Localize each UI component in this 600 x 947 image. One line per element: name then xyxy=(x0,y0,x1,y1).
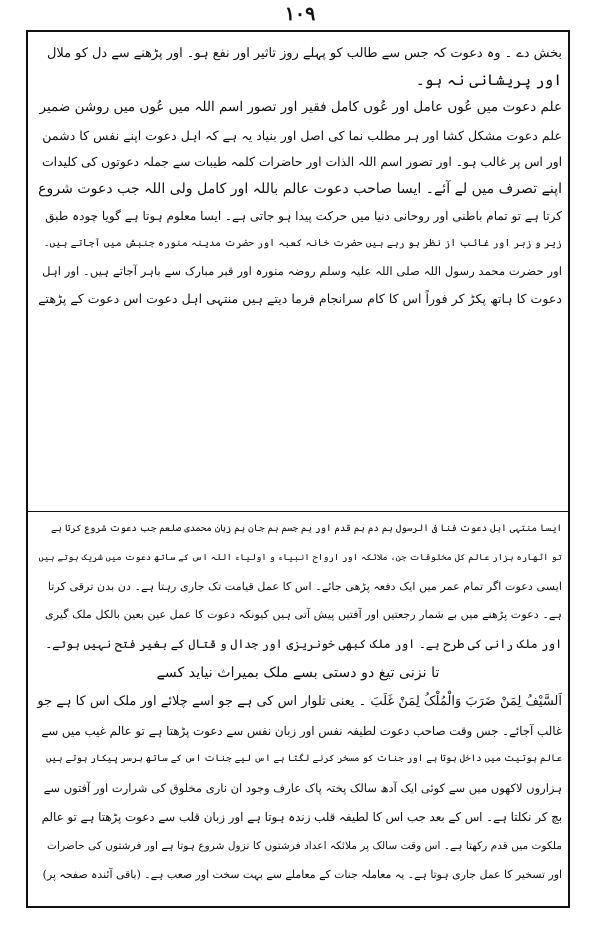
text-line: ایسا منتہی اہل دعوت فنا فی الرسول ہم دم ہم قدم اور ہم جسم ہم جان ہم زبان محمدی صلعم جب دعوت شروع کرتا ہے xyxy=(51,523,562,534)
verse-line: علم دعوت میں عُوں عامل اور عُوں کامل فقیر اور تصور اسم اللہ میں عُوں میں روشن ضمیر xyxy=(39,99,562,116)
text-line: بچ کر نکلتا ہے۔ اس کے بعد جب اس کا لطیفہ قلب زندہ ہوتا ہے اور زبان قلب سے دعوت پڑھتا ہے تو عالم xyxy=(41,809,562,824)
text-line: اور ملک رانی کی طرح ہے۔ اور ملک کبھی خونریزی اور جدال و قتال کے بغیر فتح نہیں ہوتے۔ xyxy=(45,637,562,652)
text-line: اور حضرت محمد رسول اللہ صلی اللہ علیہ وسلم روضہ منورہ اور قبر مبارک سے باہر آجاتے ہیں۔ اور اہل xyxy=(42,263,562,278)
text-line: غالب آجائے۔ جس وقت صاحب دعوت لطیفہ نفس اور زبان نفس سے دعوت پڑھتا ہے تو عالم غیب میں سے xyxy=(41,723,562,738)
text-line: اور اس پر غالب ہو۔ اور تصور اسم اللہ الذات اور حاضرات کلمہ طیبات سے جملہ دعوتوں کی کلیدات xyxy=(42,154,562,169)
upper-text-block xyxy=(34,40,562,312)
text-line: ہزاروں لاکھوں میں سے کوئی ایک آدھ سالک پختہ پاک عارف وجود ان ناری مخلوق کی شرارت اور آفتوں سے xyxy=(43,781,562,796)
text-line: زیر و زبر اور غائب از نظر ہو رہے ہیں حضرت خانہ کعبہ اور حضرت مدینہ منورہ جنبش میں آجاتے ہیں۔ xyxy=(43,238,562,250)
text-line: تو اٹھارہ ہزار عالم کل مخلوقات جن، ملائکہ اور ارواح انبیاء و اولیاء اللہ اس کے ساتھ دعوت میں شریک ہوتے ہیں xyxy=(38,552,562,563)
text-line: عالم ہوتیت میں داخل ہوتا ہے اور جنات کو مسخر کرنے لگتا ہے اس لیے جنات اس کے ساتھ برسر پیکار ہوتے ہیں xyxy=(45,753,562,765)
text-line: دعوت کا ہاتھ پکڑ کر فوراً اس کا کام سرانجام فرما دیتے ہیں منتہی اہل دعوت اس دعوت کے پڑھتے xyxy=(38,290,562,306)
text-line: ہے۔ دعوت پڑھنے میں بے شمار رجعتیں اور آفتیں پیش آتی ہیں کیونکہ دعوت کا عمل عین بعین بالکل ملک گیری xyxy=(45,608,562,622)
text-line: کرتا ہے تو تمام باطنی اور روحانی دنیا میں حرکت پیدا ہو جاتی ہے۔ ایسا معلوم ہوتا ہے گویا چودہ طبق xyxy=(45,209,562,224)
text-line: اور پریشانی نہ ہو۔ xyxy=(415,71,562,90)
verse-line: تا نزنی تیغ دو دستی بسے ملک بمیراث نیاید کسے xyxy=(156,664,440,681)
text-line: بخش دے ۔ وہ دعوت کہ جس سے طالب کو پہلے روز تاثیر اور نفع ہو۔ اور پڑھنے سے دل کو ملال xyxy=(47,46,562,61)
arabic-quote-line: اَلسَّیْفُ لِمَنْ ضَرَبَ وَالْمُلْکُ لِمَنْ غَلَبَ ۔ یعنی تلوار اس کی ہے جو اسے چلائے اور ملک اس کا ہے جو xyxy=(37,693,562,709)
section-divider xyxy=(26,511,570,512)
lower-text-block xyxy=(34,515,562,889)
text-line: ایسی دعوت اگر تمام عمر میں ایک دفعہ پڑھی جائے۔ اس کا عمل قیامت تک جاری رہتا ہے۔ دن بدن ترقی کرتا xyxy=(47,579,562,593)
page-number: ۱۰۹ xyxy=(284,3,316,25)
text-line: اپنے تصرف میں لے آئے۔ ایسا صاحب دعوت عالم باللہ اور کامل ولی اللہ جب دعوت شروع xyxy=(38,181,562,198)
text-line: اور تسخیر کا عمل جاری ہوتا ہے۔ یہ معاملہ جنات کے معاملے سے بہت سخت اور صعب ہے۔ (باقی آئندہ صفحہ پر) xyxy=(42,867,562,881)
text-line: علم دعوت مشکل کشا اور ہر مطلب نما کی اصل اور بنیاد یہ ہے کہ اہل دعوت اپنے نفس کا دشمن xyxy=(42,127,562,143)
text-line: ملکوت میں قدم رکھتا ہے۔ اس وقت سالک پر ملائکہ اعداد فرشتوں کا نزول شروع ہوتا ہے اور فرشتوں کی حاضرات xyxy=(47,839,562,852)
